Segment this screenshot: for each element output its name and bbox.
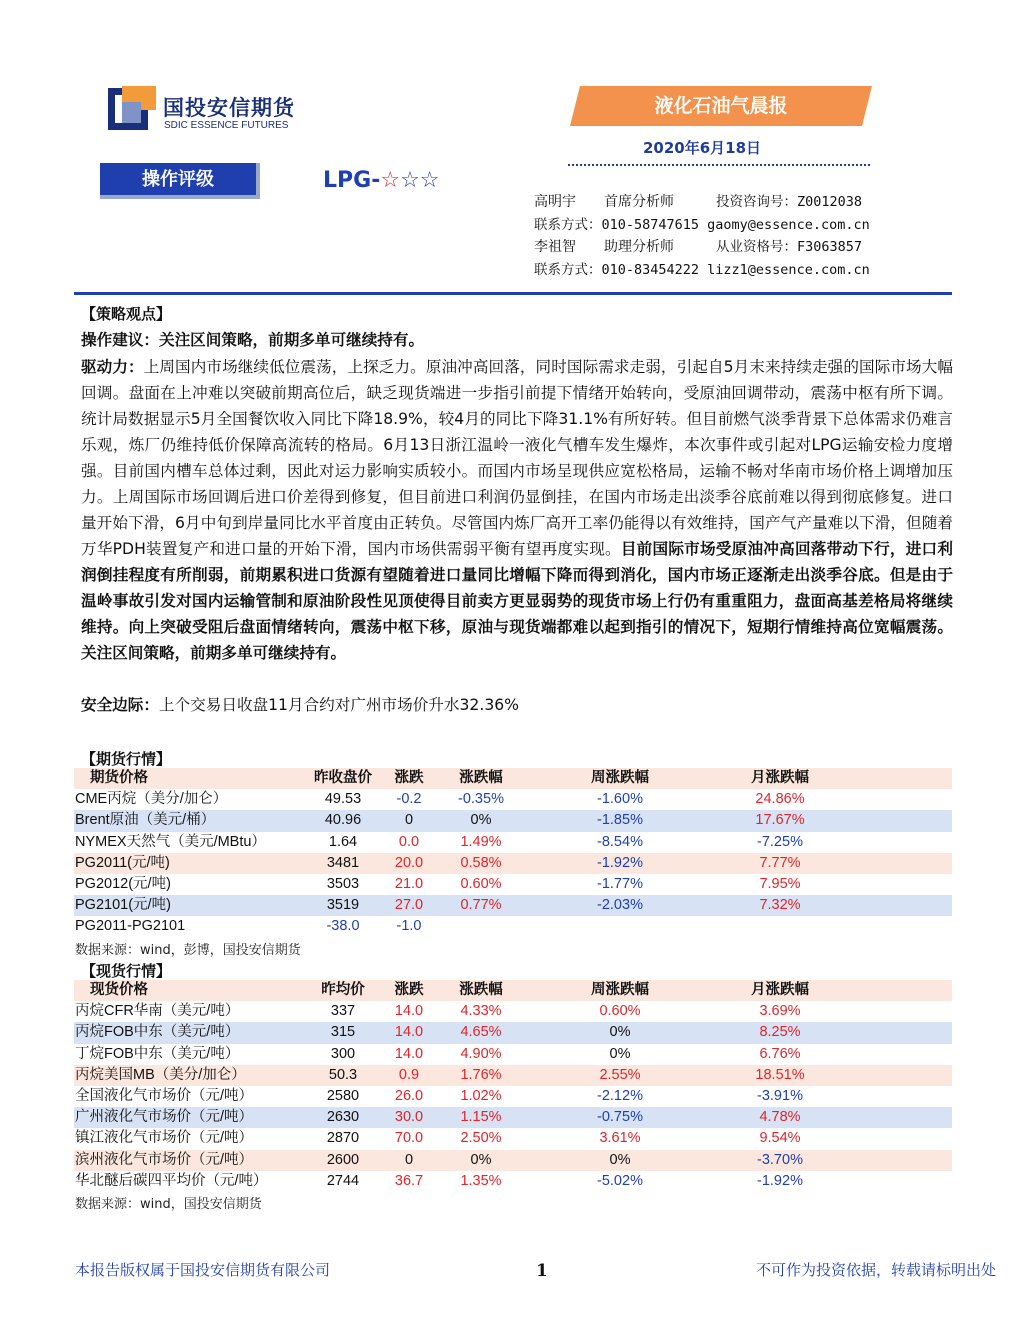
margin-text: 上个交易日收盘11月合约对广州市场价升水32.36% xyxy=(158,696,519,714)
table-row xyxy=(74,916,952,937)
driver-text: 上周国内市场继续低位震荡，上探乏力。原油冲高回落，同时国际需求走弱，引起自5月末来持续走强的国际市场大幅回调。盘面在上冲难以突破前期高位后，缺乏现货端进一步指引前提下情绪开始转向，受原油回调带动，震荡中枢有所下调。统计局数据显示5月全国餐饮收入同比下降18.9%，较4月的同比下降31.1%有所好转。但目前燃气淡季背景下总体需求仍难言乐观，炼厂仍维持低价保障高流转的格局。6月13日浙江温岭一液化气槽车发生爆炸，本次事件或引起对LPG运输安检力度增强。目前国内槽车总体过剩，因此对运力影响实质较小。而国内市场呈现供应宽松格局，运输不畅对华南市场价格上调增加压力。上周国际市场回调后进口价差得到修复，但目前进口利润仍显倒挂，在国内市场走出淡季谷底前难以得到彻底修复。进口量开始下滑，6月中旬到岸量同比水平首度由正转负。尽管国内炼厂高开工率仍能得以有效维持，国产气产量难以下滑，但随着万华PDH装置复产和进口量的开始下滑，国内市场供需弱平衡有望再度实现。 xyxy=(81,358,953,558)
table-row xyxy=(74,1065,952,1086)
cell-value: 0% xyxy=(609,1151,631,1168)
company-logo-icon xyxy=(106,86,156,132)
driver-label: 驱动力： xyxy=(81,358,144,376)
row-label: 丁烷FOB中东（美元/吨） xyxy=(75,1045,240,1062)
star-icon-empty: ☆☆ xyxy=(400,168,440,193)
row-label: 全国液化气市场价（元/吨） xyxy=(75,1087,254,1104)
header-rule xyxy=(74,292,952,295)
cell-value: 14.0 xyxy=(394,1003,424,1020)
cell-value: 2600 xyxy=(326,1151,360,1168)
analyst-2-line xyxy=(534,235,862,256)
analyst-title: 助理分析师 xyxy=(604,239,674,255)
cell-value: 17.67% xyxy=(755,812,805,829)
page-number: 1 xyxy=(536,1261,548,1281)
cell-value: 2744 xyxy=(326,1172,360,1189)
cell-value: 4.33% xyxy=(460,1003,502,1020)
spot-table xyxy=(74,980,952,1192)
cell-value: -1.92% xyxy=(757,1172,803,1189)
cell-value: -2.03% xyxy=(597,897,643,914)
advice-label: 操作建议： xyxy=(81,331,159,349)
cell-value: 14.0 xyxy=(394,1024,424,1041)
table-row xyxy=(74,895,952,916)
table-row xyxy=(74,853,952,874)
cell-value: 2.55% xyxy=(599,1066,641,1083)
futures-heading: 【期货行情】 xyxy=(81,750,172,768)
cell-value: 1.02% xyxy=(460,1087,502,1104)
cell-value: -1.92% xyxy=(597,854,643,871)
col-header: 周涨跌幅 xyxy=(591,770,649,786)
futures-table xyxy=(74,768,952,938)
report-title: 液化石油气晨报 xyxy=(654,95,788,117)
col-header: 月涨跌幅 xyxy=(751,770,809,786)
table-row xyxy=(74,810,952,831)
table-row xyxy=(74,832,952,853)
cell-value: 4.90% xyxy=(460,1045,502,1062)
cell-value: -38.0 xyxy=(326,918,360,935)
footer-disclaimer: 不可作为投资依据，转载请标明出处 xyxy=(756,1261,997,1279)
cell-value: -3.70% xyxy=(757,1151,803,1168)
row-label: 滨州液化气市场价（元/吨） xyxy=(75,1151,254,1168)
product-rating xyxy=(323,168,440,193)
cell-value: 18.51% xyxy=(755,1066,805,1083)
cell-value: -1.77% xyxy=(597,875,643,892)
cell-value: 0 xyxy=(404,812,414,829)
cell-value: 2630 xyxy=(326,1109,360,1126)
cell-value: 4.65% xyxy=(460,1024,502,1041)
cell-value: 7.77% xyxy=(759,854,801,871)
analyst-name: 李祖智 xyxy=(534,239,576,255)
cell-value: 27.0 xyxy=(394,897,424,914)
safety-margin-line xyxy=(81,692,953,718)
cell-value: 0.58% xyxy=(460,854,502,871)
cell-value: -0.35% xyxy=(458,791,504,808)
row-label: PG2012(元/吨) xyxy=(75,875,171,892)
row-label: PG2011(元/吨) xyxy=(75,854,170,871)
row-label: 丙烷FOB中东（美元/吨） xyxy=(75,1024,240,1041)
header-divider xyxy=(568,164,870,166)
table-row xyxy=(74,1001,952,1022)
company-name-en: SDIC ESSENCE FUTURES xyxy=(164,120,289,131)
cell-value: -1.60% xyxy=(597,791,643,808)
table-row xyxy=(74,874,952,895)
cell-value: 315 xyxy=(330,1024,356,1041)
cell-value: -5.02% xyxy=(597,1172,643,1189)
cell-value: 26.0 xyxy=(394,1087,424,1104)
table-row xyxy=(74,789,952,810)
company-name-cn: 国投安信期货 xyxy=(163,96,295,120)
cell-value: 7.95% xyxy=(759,875,801,892)
cell-value: 0.60% xyxy=(460,875,502,892)
footer-copyright: 本报告版权属于国投安信期货有限公司 xyxy=(75,1261,331,1279)
analyst-title: 首席分析师 xyxy=(604,194,674,210)
row-label: Brent原油（美元/桶） xyxy=(75,812,216,829)
analyst-license: 投资咨询号：Z0012038 xyxy=(716,194,863,210)
col-header: 涨跌幅 xyxy=(459,982,503,998)
table-row xyxy=(74,1107,952,1128)
driver-paragraph xyxy=(81,354,953,666)
cell-value: 70.0 xyxy=(394,1130,424,1147)
analyst-2-contact: 联系方式：010-83454222 lizz1@essence.com.cn xyxy=(534,262,870,278)
cell-value: 0.0 xyxy=(398,833,420,850)
col-header: 期货价格 xyxy=(90,770,148,786)
col-header: 涨跌幅 xyxy=(459,770,503,786)
cell-value: 14.0 xyxy=(394,1045,424,1062)
driver-conclusion: 目前国际市场受原油冲高回落带动下行，进口利润倒挂程度有所削弱，前期累积进口货源有望随着进口量同比增幅下降而得到消化，国内市场正逐渐走出淡季谷底。但是由于温岭事故引发对国内运输管制和原油阶段性见顶使得目前卖方更显弱势的现货市场上行仍有重重阻力，盘面高基差格局将继续维持。向上突破受阻后盘面情绪转向，震荡中枢下移，原油与现货端都难以起到指引的情况下，短期行情维持高位宽幅震荡。关注区间策略，前期多单可继续持有。 xyxy=(81,540,953,662)
report-date: 2020年6月18日 xyxy=(642,139,762,157)
spot-heading: 【现货行情】 xyxy=(81,962,172,980)
row-label: PG2101(元/吨) xyxy=(75,897,171,914)
analyst-license: 从业资格号：F3063857 xyxy=(716,239,863,255)
col-header: 昨收盘价 xyxy=(314,770,372,786)
product-name: LPG xyxy=(323,168,372,193)
col-header: 涨跌 xyxy=(394,982,424,998)
cell-value: -8.54% xyxy=(597,833,643,850)
cell-value: 4.78% xyxy=(759,1109,801,1126)
cell-value: 0.77% xyxy=(460,897,502,914)
table-row xyxy=(74,1171,952,1192)
col-header: 月涨跌幅 xyxy=(751,982,809,998)
cell-value: -1.85% xyxy=(597,812,643,829)
row-label: 镇江液化气市场价（元/吨） xyxy=(75,1130,254,1147)
cell-value: -0.2 xyxy=(396,791,422,808)
analyst-1-line xyxy=(534,190,862,211)
cell-value: 7.32% xyxy=(759,897,801,914)
cell-value: 21.0 xyxy=(394,875,424,892)
table-row xyxy=(74,1086,952,1107)
cell-value: 0% xyxy=(470,812,492,829)
cell-value: 0% xyxy=(609,1045,631,1062)
col-header: 周涨跌幅 xyxy=(591,982,649,998)
advice-line xyxy=(81,327,953,353)
cell-value: 1.15% xyxy=(460,1109,502,1126)
cell-value: 2580 xyxy=(326,1087,360,1104)
cell-value: 3481 xyxy=(326,854,360,871)
col-header: 涨跌 xyxy=(394,770,424,786)
table-row xyxy=(74,1044,952,1065)
margin-label: 安全边际： xyxy=(81,696,159,714)
cell-value: 36.7 xyxy=(394,1172,424,1189)
cell-value: 40.96 xyxy=(324,812,362,829)
cell-value: 1.76% xyxy=(460,1066,502,1083)
cell-value: 0.9 xyxy=(398,1066,420,1083)
cell-value: 0 xyxy=(404,1151,414,1168)
futures-source: 数据来源：wind，彭博，国投安信期货 xyxy=(75,943,301,958)
cell-value: 0.60% xyxy=(599,1003,641,1020)
cell-value: 1.49% xyxy=(460,833,502,850)
cell-value: 8.25% xyxy=(759,1024,801,1041)
cell-value: 0% xyxy=(470,1151,492,1168)
cell-value: 337 xyxy=(330,1003,356,1020)
advice-text: 关注区间策略，前期多单可继续持有。 xyxy=(158,331,425,349)
cell-value: 30.0 xyxy=(394,1109,424,1126)
cell-value: 3519 xyxy=(326,897,360,914)
cell-value: -3.91% xyxy=(757,1087,803,1104)
row-label: 华北醚后碳四平均价（元/吨） xyxy=(75,1172,268,1189)
cell-value: 49.53 xyxy=(324,791,362,808)
rating-dash: - xyxy=(371,168,381,193)
col-header: 现货价格 xyxy=(90,982,148,998)
table-row xyxy=(74,1128,952,1149)
table-row xyxy=(74,1150,952,1171)
cell-value: -0.75% xyxy=(597,1109,643,1126)
row-label: 广州液化气市场价（元/吨） xyxy=(75,1109,254,1126)
cell-value: 24.86% xyxy=(755,791,805,808)
table-row xyxy=(74,1022,952,1043)
cell-value: 1.64 xyxy=(328,833,358,850)
cell-value: 0% xyxy=(609,1024,631,1041)
row-label: CME丙烷（美分/加仑） xyxy=(75,791,228,808)
analyst-name: 高明宇 xyxy=(534,194,576,210)
cell-value: 50.3 xyxy=(328,1066,358,1083)
cell-value: 6.76% xyxy=(759,1045,801,1062)
star-icon-filled: ☆ xyxy=(380,168,401,193)
cell-value: 9.54% xyxy=(759,1130,801,1147)
cell-value: 1.35% xyxy=(460,1172,502,1189)
row-label: PG2011-PG2101 xyxy=(75,918,186,935)
table-header-row xyxy=(74,980,952,1001)
analyst-1-contact: 联系方式：010-58747615 gaomy@essence.com.cn xyxy=(534,217,870,233)
row-label: 丙烷美国MB（美分/加仑） xyxy=(75,1066,246,1083)
cell-value: 3.61% xyxy=(599,1130,641,1147)
cell-value: -2.12% xyxy=(597,1087,643,1104)
cell-value: 20.0 xyxy=(394,854,424,871)
spot-source: 数据来源：wind，国投安信期货 xyxy=(75,1197,262,1212)
cell-value: 3.69% xyxy=(759,1003,801,1020)
cell-value: -7.25% xyxy=(757,833,803,850)
row-label: 丙烷CFR华南（美元/吨） xyxy=(75,1003,240,1020)
rating-label: 操作评级 xyxy=(100,163,260,199)
cell-value: 300 xyxy=(330,1045,356,1062)
cell-value: 2870 xyxy=(326,1130,360,1147)
cell-value: -1.0 xyxy=(396,918,422,935)
strategy-heading: 【策略观点】 xyxy=(81,305,172,323)
table-header-row xyxy=(74,768,952,789)
cell-value: 2.50% xyxy=(460,1130,502,1147)
cell-value: 3503 xyxy=(326,875,360,892)
col-header: 昨均价 xyxy=(321,982,365,998)
row-label: NYMEX天然气（美元/MBtu） xyxy=(75,833,266,850)
